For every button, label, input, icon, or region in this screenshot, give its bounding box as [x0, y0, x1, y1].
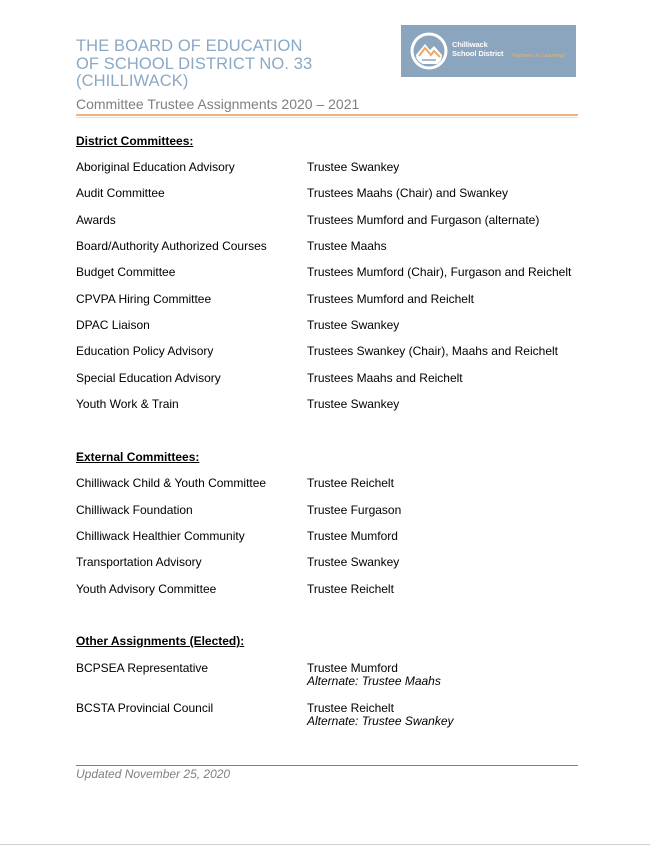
trustee-assignment: Trustee Swankey	[307, 160, 400, 174]
title-line-3: (CHILLIWACK)	[76, 72, 189, 90]
assignment-name: BCSTA Provincial Council	[76, 701, 214, 715]
alternate-trustee: Alternate: Trustee Maahs	[307, 674, 441, 688]
committee-name: Audit Committee	[76, 186, 165, 200]
document-subtitle: Committee Trustee Assignments 2020 – 2021	[76, 96, 360, 112]
assignment-name: BCPSEA Representative	[76, 661, 209, 675]
committee-name: Chilliwack Foundation	[76, 503, 193, 517]
trustee-assignment: Trustee Reichelt	[307, 476, 394, 490]
committee-name: Chilliwack Child & Youth Committee	[76, 476, 267, 490]
committee-name: Awards	[76, 213, 116, 227]
committee-name: Chilliwack Healthier Community	[76, 529, 245, 543]
alternate-trustee: Alternate: Trustee Swankey	[307, 714, 454, 728]
other-assignments-heading: Other Assignments (Elected):	[76, 634, 245, 648]
updated-date: Updated November 25, 2020	[76, 767, 231, 781]
document-title	[76, 38, 396, 91]
trustee-assignment: Trustee Swankey	[307, 318, 400, 332]
logo-name: Chilliwack School District	[452, 40, 504, 58]
page-edge	[0, 844, 650, 845]
trustee-assignment: Trustee Reichelt	[307, 701, 394, 715]
trustee-assignment: Trustees Mumford and Furgason (alternate)	[307, 213, 540, 227]
logo-tagline: Partners in Learning!	[512, 53, 566, 59]
trustee-assignment: Trustee Swankey	[307, 555, 400, 569]
trustee-assignment: Trustees Maahs and Reichelt	[307, 371, 463, 385]
header-divider-secondary	[76, 117, 578, 118]
district-logo	[401, 25, 576, 77]
footer-divider	[76, 765, 578, 766]
trustee-assignment: Trustees Maahs (Chair) and Swankey	[307, 186, 508, 200]
header-divider	[76, 114, 578, 116]
committee-name: DPAC Liaison	[76, 318, 150, 332]
external-committees-heading: External Committees:	[76, 450, 200, 464]
committee-name: Budget Committee	[76, 265, 176, 279]
committee-name: CPVPA Hiring Committee	[76, 292, 212, 306]
mountain-emblem-icon	[409, 31, 449, 71]
title-line-1: THE BOARD OF EDUCATION	[76, 37, 303, 55]
trustee-assignment: Trustee Swankey	[307, 397, 400, 411]
trustee-assignment: Trustee Reichelt	[307, 582, 394, 596]
trustee-assignment: Trustee Furgason	[307, 503, 402, 517]
committee-name: Youth Advisory Committee	[76, 582, 217, 596]
trustee-assignment: Trustees Mumford (Chair), Furgason and Reichelt	[307, 265, 572, 279]
trustee-assignment: Trustee Mumford	[307, 529, 398, 543]
committee-name: Education Policy Advisory	[76, 344, 214, 358]
committee-name: Transportation Advisory	[76, 555, 202, 569]
committee-name: Youth Work & Train	[76, 397, 179, 411]
trustee-assignment: Trustees Swankey (Chair), Maahs and Reichelt	[307, 344, 558, 358]
committee-name: Aboriginal Education Advisory	[76, 160, 235, 174]
committee-name: Board/Authority Authorized Courses	[76, 239, 267, 253]
trustee-assignment: Trustees Mumford and Reichelt	[307, 292, 474, 306]
district-committees-heading: District Committees:	[76, 134, 194, 148]
committee-name: Special Education Advisory	[76, 371, 221, 385]
trustee-assignment: Trustee Maahs	[307, 239, 387, 253]
trustee-assignment: Trustee Mumford	[307, 661, 398, 675]
title-line-2: OF SCHOOL DISTRICT NO. 33	[76, 54, 313, 73]
